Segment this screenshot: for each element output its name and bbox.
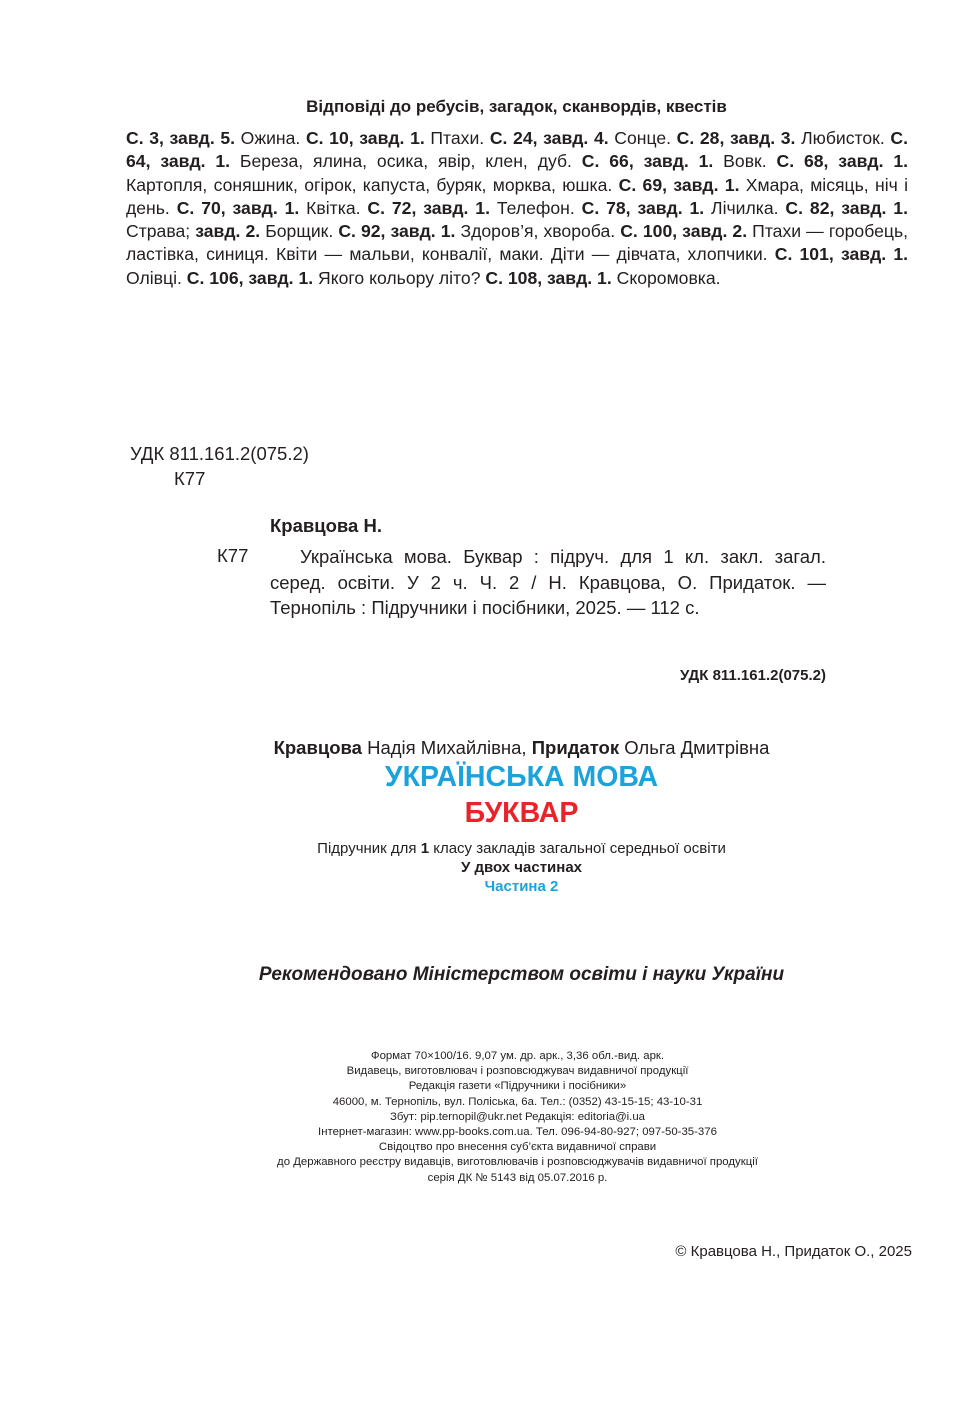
author2-surname: Придаток [531,737,620,758]
answer-reference: С. 92, завд. 1. [338,221,456,242]
answer-text: Скоромовка. [611,267,721,288]
answer-text: Борщик. [260,221,339,242]
ministry-recommendation: Рекомендовано Міністерством освіти і науки України [258,964,785,985]
imprint-line: Інтернет-магазин: www.pp-books.com.ua. Тел. 096-94-80-927; 097-50-35-376 [318,1126,717,1139]
imprint-line: Збут: pip.ternopil@ukr.net Редакція: editoria@i.ua [389,1110,646,1123]
answer-text: Квітка. [299,197,368,218]
answer-reference: С. 3, завд. 5. [126,128,236,148]
authors-full-names [0,736,980,760]
imprint-line: до Державного реєстру видавців, виготовлювачів і розповсюджувачів видавничої продукції [277,1156,758,1169]
part-number: Частина 2 [484,878,559,895]
answer-text: Здоров’я, хвороба. [455,221,621,242]
answer-text: Птахи — горобець, ластівка, синиця. Квіти — мальви, конвалії, маки. Діти — дівчата, хлопчики. [126,221,909,265]
author-mark-top: К77 [174,468,206,489]
answer-text: Телефон. [489,197,582,218]
author1-name: Надія Михайлівна, [361,737,532,758]
udk-code-top: УДК 811.161.2(075.2) [130,443,309,464]
imprint-line: Формат 70×100/16. 9,07 ум. др. арк., 3,36 обл.-вид. арк. [370,1050,665,1062]
answer-reference: С. 78, завд. 1. [581,197,705,218]
answer-reference: С. 69, завд. 1. [618,174,740,195]
catalog-author: Кравцова Н. [270,515,382,536]
answer-text: Лічилка. [704,197,786,218]
book-subtitle: БУКВАР [464,797,579,829]
answer-text: Олівці. [126,267,187,288]
answer-text: Сонце. [608,128,677,148]
imprint-line: 46000, м. Тернопіль, вул. Поліська, 6а. Тел.: (0352) 43-15-15; 43-10-31 [332,1095,703,1108]
answer-text: Хмара, місяць, ніч і день. [126,174,908,218]
answer-reference: С. 64, завд. 1. [126,128,908,172]
answer-reference: С. 101, завд. 1. [774,244,908,265]
answer-reference: С. 28, завд. 3. [676,128,796,148]
desc-pre: Підручник для [317,840,421,857]
answer-reference: С. 68, завд. 1. [776,151,909,172]
answer-text: Якого кольору літо? [313,267,486,288]
imprint-line: серія ДК № 5143 від 05.07.2016 р. [427,1171,608,1184]
answer-reference: С. 72, завд. 1. [367,197,490,218]
parts-note: У двох частинах [460,859,583,876]
copyright: © Кравцова Н., Придаток О., 2025 [675,1243,912,1260]
imprint-line: Свідоцтво про внесення суб’єкта видавничої справи [378,1141,657,1154]
answer-reference: С. 82, завд. 1. [785,197,908,218]
answer-reference: С. 24, завд. 4. [489,128,609,148]
author2-name: Ольга Дмитрівна [619,737,770,758]
book-title: УКРАЇНСЬКА МОВА [384,761,659,793]
imprint-line: Видавець, виготовлювач і розповсюджувач видавничої продукції [346,1065,689,1078]
bibliographic-description: Українська мова. Буквар : підруч. для 1 кл. закл. загал. серед. освіти. У 2 ч. Ч. 2 / Н. Кравцова, О. Придаток. — Тернопіль : Підручники і посібники, 2025. — 112 с. [270,546,826,618]
answers-title: Відповіді до ребусів, загадок, сканвордів, квестів [306,97,727,116]
book-description [0,839,980,858]
answer-reference: С. 66, завд. 1. [581,151,714,172]
answer-reference: завд. 2. [195,221,261,242]
imprint-line: Редакція газети «Підручники і посібники» [408,1080,627,1093]
answer-text: Вовк. [713,151,777,172]
answers-paragraph [126,127,908,290]
answer-text: Птахи. [424,128,490,148]
answer-text: Страва; [126,221,196,242]
answer-reference: С. 100, завд. 2. [620,221,748,242]
answer-text: Любисток. [795,128,891,148]
imprint-block [0,1049,980,1186]
answer-reference: С. 70, завд. 1. [176,197,300,218]
author-mark-left: К77 [217,545,249,566]
answer-reference: С. 108, завд. 1. [485,267,612,288]
answer-text: Картопля, соняшник, огірок, капуста, буряк, морква, юшка. [126,174,619,195]
answer-text: Ожина. [235,128,306,148]
udk-code-right: УДК 811.161.2(075.2) [679,667,826,684]
author1-surname: Кравцова [273,737,362,758]
answer-reference: С. 106, завд. 1. [186,267,314,288]
answer-reference: С. 10, завд. 1. [305,128,425,148]
desc-post: класу закладів загальної середньої освіти [429,840,726,857]
desc-grade: 1 [420,840,430,857]
answer-text: Береза, ялина, осика, явір, клен, дуб. [230,151,582,172]
